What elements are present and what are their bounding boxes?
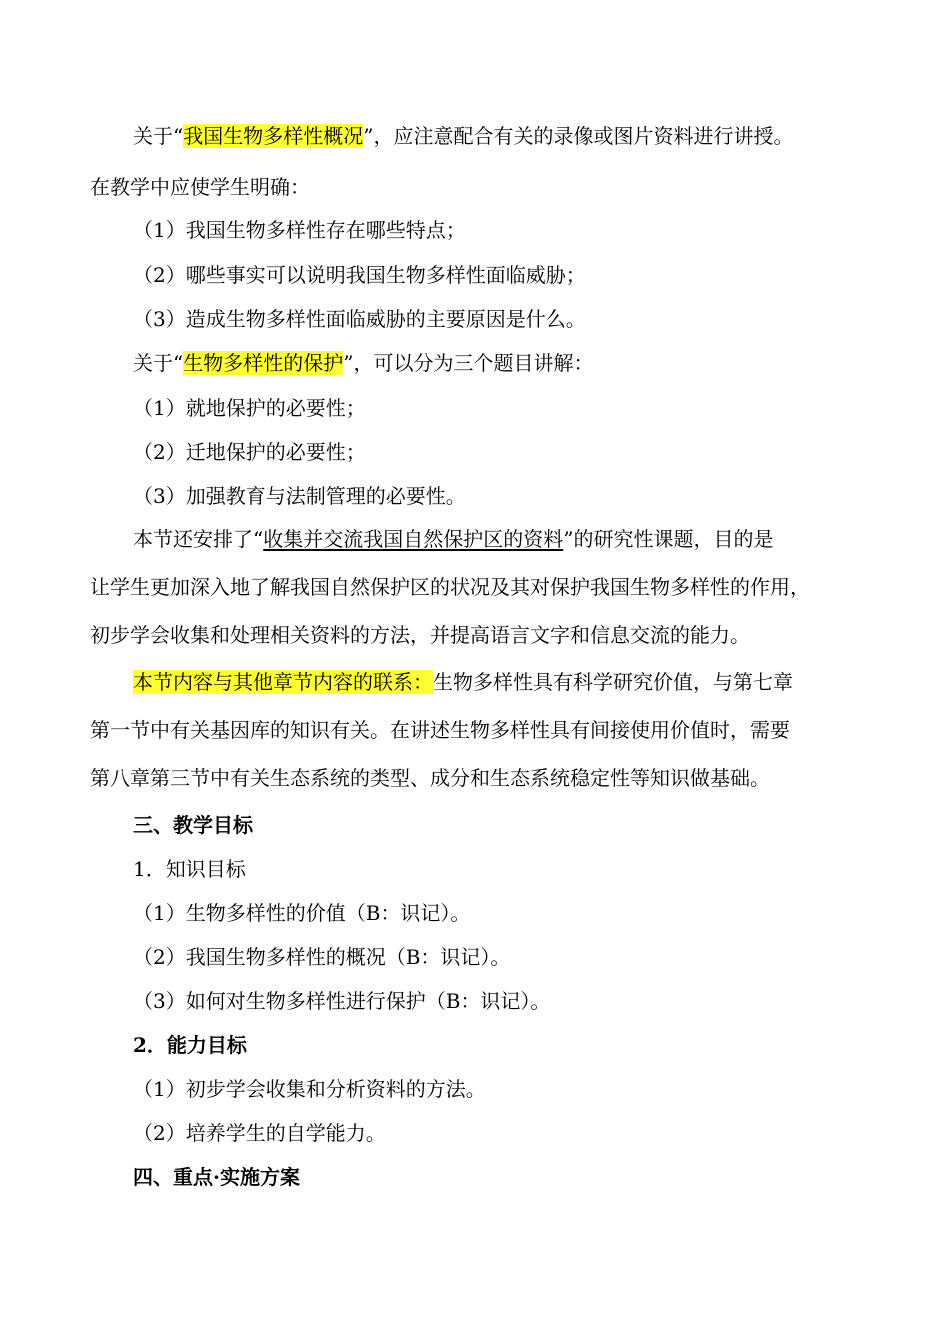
paragraph-relation-line3: 第八章第三节中有关生态系统的类型、成分和生态系统稳定性等知识做基础。 (90, 766, 770, 790)
list-item: （2）迁地保护的必要性； (133, 440, 366, 464)
list-item: （2）哪些事实可以说明我国生物多样性面临威胁； (133, 263, 586, 287)
paragraph-research-prefix: 本节还安排了“ (133, 527, 264, 551)
highlight-overview: 我国生物多样性概况 (183, 124, 364, 148)
quote-open: 关于“ (133, 124, 184, 148)
paragraph-overview (133, 122, 793, 150)
highlight-relation: 本节内容与其他章节内容的联系： (133, 670, 433, 694)
list-item: （3）加强教育与法制管理的必要性。 (133, 484, 466, 508)
list-item: （2）我国生物多样性的概况（B：识记）。 (133, 945, 511, 969)
paragraph-research-suffix: ”的研究性课题，目的是 (563, 527, 774, 551)
list-item: （1）初步学会收集和分析资料的方法。 (133, 1077, 486, 1101)
list-item: （1）我国生物多样性存在哪些特点； (133, 218, 466, 242)
paragraph-overview-cont: 在教学中应使学生明确： (90, 175, 310, 199)
paragraph-research-line3: 初步学会收集和处理相关资料的方法，并提高语言文字和信息交流的能力。 (90, 623, 750, 647)
list-item: （3）造成生物多样性面临威胁的主要原因是什么。 (133, 307, 586, 331)
paragraph-protection (133, 349, 593, 377)
quote-open: 关于“ (133, 351, 184, 375)
section-heading-objectives: 三、教学目标 (133, 813, 253, 837)
paragraph-research-line2: 让学生更加深入地了解我国自然保护区的状况及其对保护我国生物多样性的作用， (90, 575, 810, 599)
underlined-research-topic: 收集并交流我国自然保护区的资料 (263, 527, 564, 551)
paragraph-relation (133, 668, 793, 696)
list-item: （2）培养学生的自学能力。 (133, 1121, 386, 1145)
paragraph-overview-rest: ”，应注意配合有关的录像或图片资料进行讲授。 (363, 124, 794, 148)
paragraph-relation-rest: 生物多样性具有科学研究价值，与第七章 (433, 670, 793, 694)
list-item: （1）就地保护的必要性； (133, 396, 366, 420)
paragraph-protection-rest: ”，可以分为三个题目讲解： (343, 351, 594, 375)
paragraph-research (133, 525, 773, 553)
subheading-knowledge: 1．知识目标 (133, 857, 246, 881)
highlight-protection: 生物多样性的保护 (183, 351, 344, 375)
list-item: （3）如何对生物多样性进行保护（B：识记）。 (133, 989, 551, 1013)
list-item: （1）生物多样性的价值（B：识记）。 (133, 901, 471, 925)
paragraph-relation-line2: 第一节中有关基因库的知识有关。在讲述生物多样性具有间接使用价值时，需要 (90, 718, 790, 742)
section-heading-key-points: 四、重点·实施方案 (133, 1165, 300, 1189)
subheading-ability: 2．能力目标 (133, 1033, 247, 1057)
